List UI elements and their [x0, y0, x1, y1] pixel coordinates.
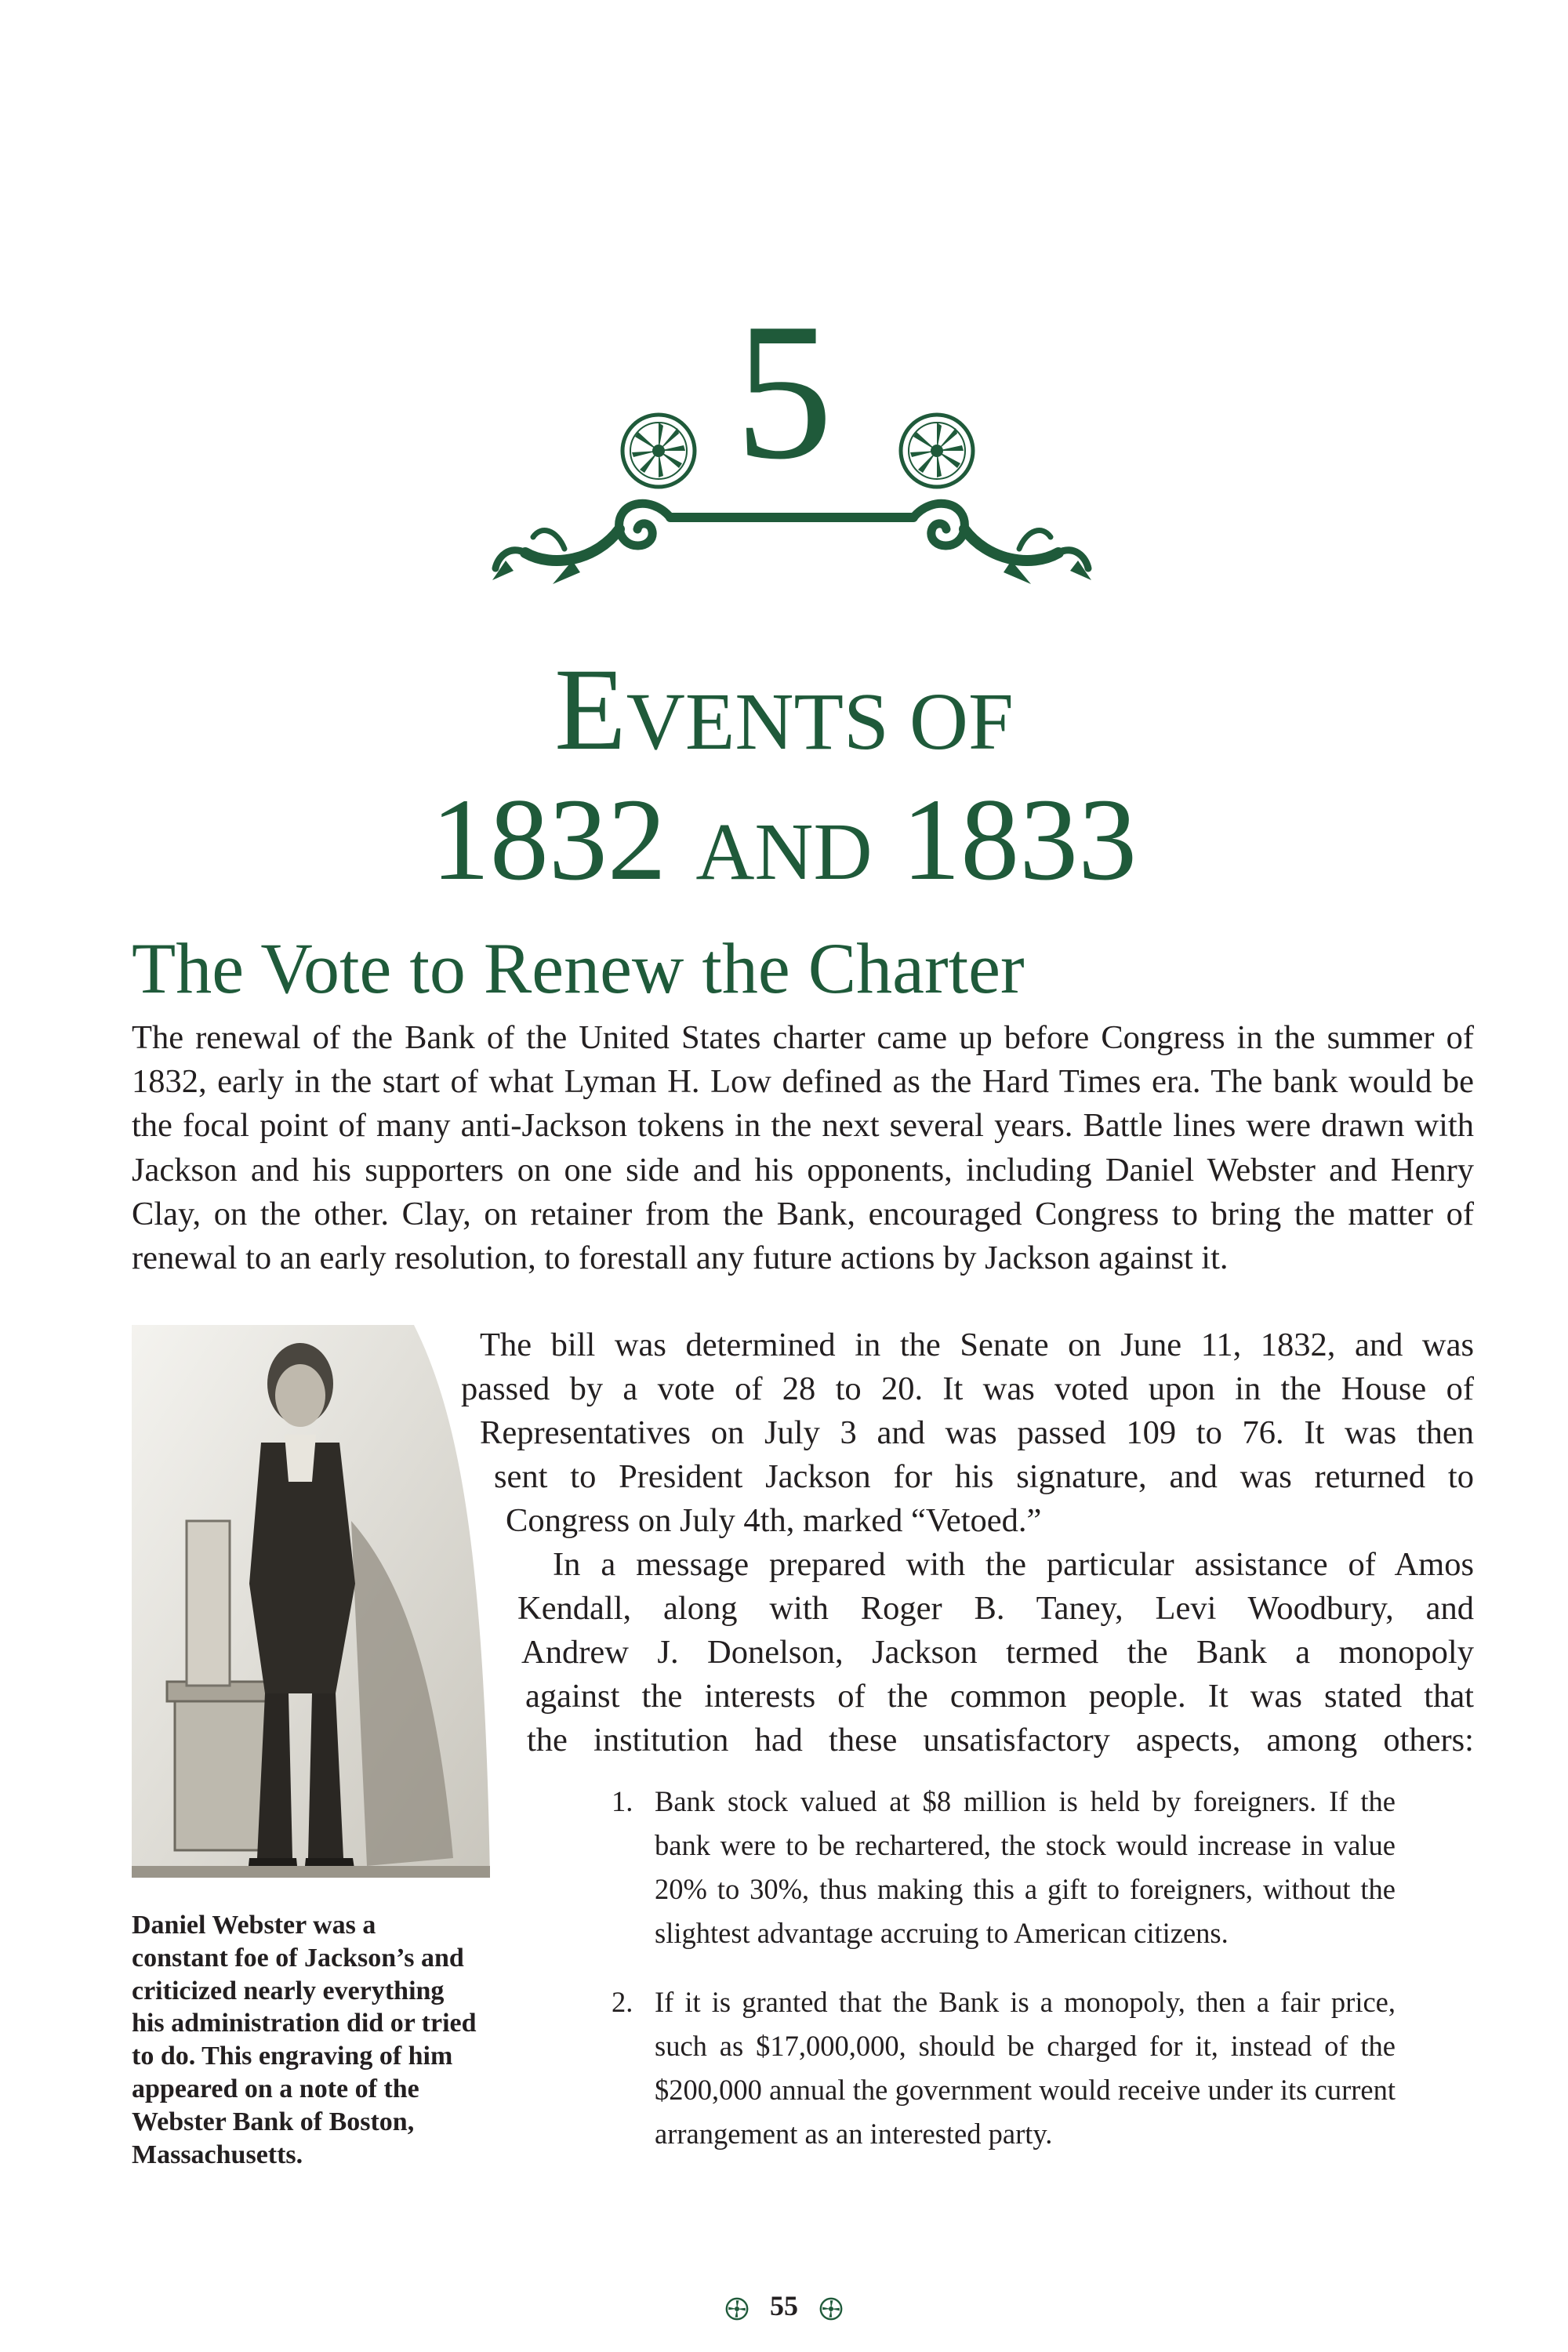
wrap-line: Congress on July 4th, marked “Vetoed.”: [506, 1502, 1042, 1539]
page-footer: [0, 2289, 1568, 2322]
list-item: [612, 1980, 1396, 2156]
wrap-line: sent to President Jackson for his signature, and was returned to: [494, 1458, 1474, 1495]
chapter-title-line-1: [0, 644, 1568, 781]
wrap-line: Kendall, along with Roger B. Taney, Levi Woodbury, and: [517, 1590, 1474, 1627]
title-year-1833: 1833: [902, 775, 1138, 905]
list-item: [612, 1780, 1396, 1955]
wrap-line: against the interests of the common people. It was stated that: [525, 1678, 1474, 1715]
wrap-line: The bill was determined in the Senate on June 11, 1832, and was: [480, 1327, 1474, 1363]
list-item-text: Bank stock valued at $8 million is held by foreigners. If the bank were to be rechartered, the stock would increase in value 20% to 30%, thus making this a gift to foreigners, without the slightest advantage accruing to American citizens.: [655, 1785, 1396, 1949]
rosette-ornament-icon: [725, 2297, 749, 2321]
rosette-ornament-icon: [819, 2297, 843, 2321]
list-item-number: 2.: [612, 1986, 633, 2018]
chapter-number: 5: [735, 283, 833, 500]
intro-paragraph: [132, 1016, 1474, 1280]
figure-caption: Daniel Webster was a constant foe of Jackson’s and criticized nearly everything his administration did or tried to do. This engraving of him appeared on a note of the Webster Bank of Boston, Massachusetts.: [132, 1911, 477, 2169]
section-heading: The Vote to Renew the Charter: [132, 928, 1025, 1008]
scroll-ornament-icon: [478, 392, 1105, 596]
wrap-line: Andrew J. Donelson, Jackson termed the Bank a monopoly: [521, 1634, 1474, 1671]
title-initial-cap: E: [554, 644, 626, 775]
list-item-number: 1.: [612, 1785, 633, 1817]
wrap-line: passed by a vote of 28 to 20. It was voted upon in the House of: [461, 1370, 1474, 1407]
wrap-line: Representatives on July 3 and was passed 109 to 76. It was then: [480, 1414, 1474, 1451]
title-small-caps: VENTS OF: [626, 677, 1014, 767]
chapter-title-line-2: [0, 775, 1568, 911]
daniel-webster-engraving: [132, 1325, 490, 1878]
wrap-line: the institution had these unsatisfactory aspects, among others:: [527, 1722, 1474, 1759]
wrap-line: In a message prepared with the particular assistance of Amos: [553, 1546, 1474, 1583]
numbered-list: [612, 1780, 1396, 2181]
list-item-text: If it is granted that the Bank is a monopoly, then a fair price, such as $17,000,000, should be charged for it, instead of the $200,000 annual the government would receive under its current arrangement as an interested party.: [655, 1986, 1396, 2150]
chapter-title: [0, 644, 1568, 911]
page-number: 55: [770, 2290, 798, 2321]
title-and: AND: [695, 807, 873, 897]
title-year-1832: 1832: [430, 775, 666, 905]
intro-paragraph-text: The renewal of the Bank of the United States charter came up before Congress in the summer of 1832, early in the start of what Lyman H. Low defined as the Hard Times era. The bank would be the focal point of many anti-Jackson tokens in the next several years. Battle lines were drawn with Jackson and his supporters on one side and his opponents, including Daniel Webster and Henry Clay, on the other. Clay, on retainer from the Bank, encouraged Congress to bring the matter of renewal to an early resolution, to forestall any future actions by Jackson against it.: [132, 1019, 1474, 1277]
